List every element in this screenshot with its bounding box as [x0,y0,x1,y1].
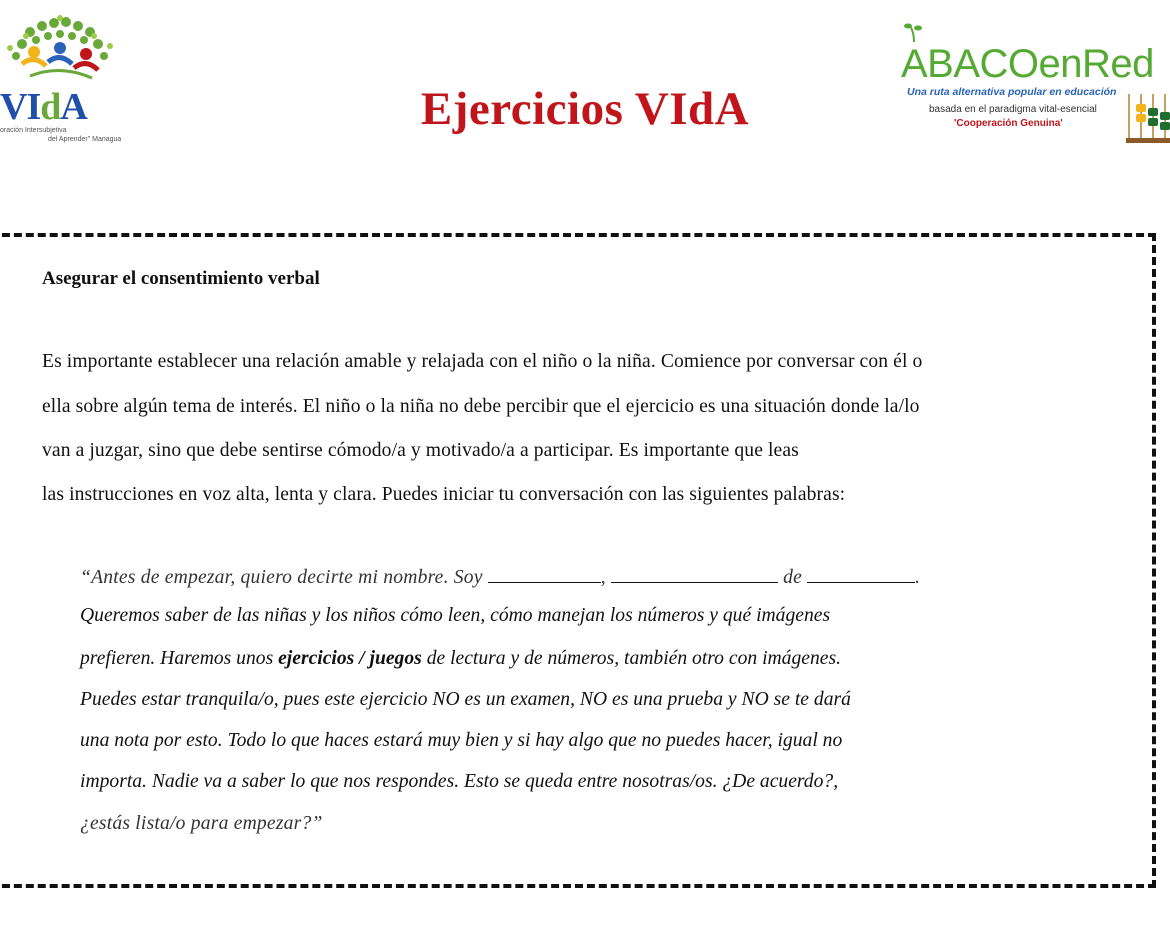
abacoenred-logo [896,22,1170,152]
quote-period: . [915,567,921,588]
role-blank [611,564,778,583]
intro-line-2: ella sobre algún tema de interés. El niño o la niña no debe percibir que el ejercicio es una situación donde la/lo [42,396,920,417]
quote-line-5: una nota por esto. Todo lo que haces estará muy bien y si hay algo que no puedes hacer, igual no [80,730,843,751]
sprout-icon [902,22,932,44]
quote-line-1 [80,564,920,589]
intro-line-4: las instrucciones en voz alta, lenta y clara. Puedes iniciar tu conversación con las siguientes palabras: [42,484,846,505]
intro-line-1: Es importante establecer una relación amable y relajada con el niño o la niña. Comience por conversar con él o [42,351,923,372]
abacus-icon [1126,94,1170,144]
quote-line-3-start: prefieren. Haremos unos [80,648,274,669]
vida-logo-subtitle-1: oración Intersubjetiva [0,127,67,134]
page-title: Ejercicios VIdA [420,83,750,135]
vida-logo-text: VIdA [0,86,87,128]
quote-comma: , [600,567,606,588]
vida-logo-subtitle-2: del Aprender" Managua [48,136,122,143]
abacoenred-line-2: 'Cooperación Genuina' [954,118,1063,129]
quote-bold-phrase: ejercicios / juegos [278,648,422,669]
vida-logo-letter: d [40,86,61,128]
intro-line-3: van a juzgar, sino que debe sentirse cómodo/a y motivado/a a participar. Es importante que leas [42,440,799,461]
quote-de: de [783,567,803,588]
quote-line-6: importa. Nadie va a saber lo que nos respondes. Esto se queda entre nosotras/os. ¿De acuerdo?, [80,771,839,792]
abacoenred-tagline: Una ruta alternativa popular en educación [907,86,1117,98]
abacoenred-line-1: basada en el paradigma vital-esencial [929,104,1097,115]
quote-line-3-end: de lectura y de números, también otro con imágenes. [426,648,841,669]
section-heading: Asegurar el consentimiento verbal [42,268,320,289]
name-blank [488,564,601,583]
quote-line-7: ¿estás lista/o para empezar?” [80,813,323,834]
quote-line-2: Queremos saber de las niñas y los niños cómo leen, cómo manejan los números y qué imágenes [80,605,831,626]
quote-line-3 [80,648,841,670]
place-blank [807,564,915,583]
quote-line-4: Puedes estar tranquila/o, pues este ejercicio NO es un examen, NO es una prueba y NO se te dará [80,689,851,710]
abacoenred-logo-text: ABACOenRed [901,42,1154,86]
quote-opening-text: “Antes de empezar, quiero decirte mi nombre. Soy [80,567,483,588]
